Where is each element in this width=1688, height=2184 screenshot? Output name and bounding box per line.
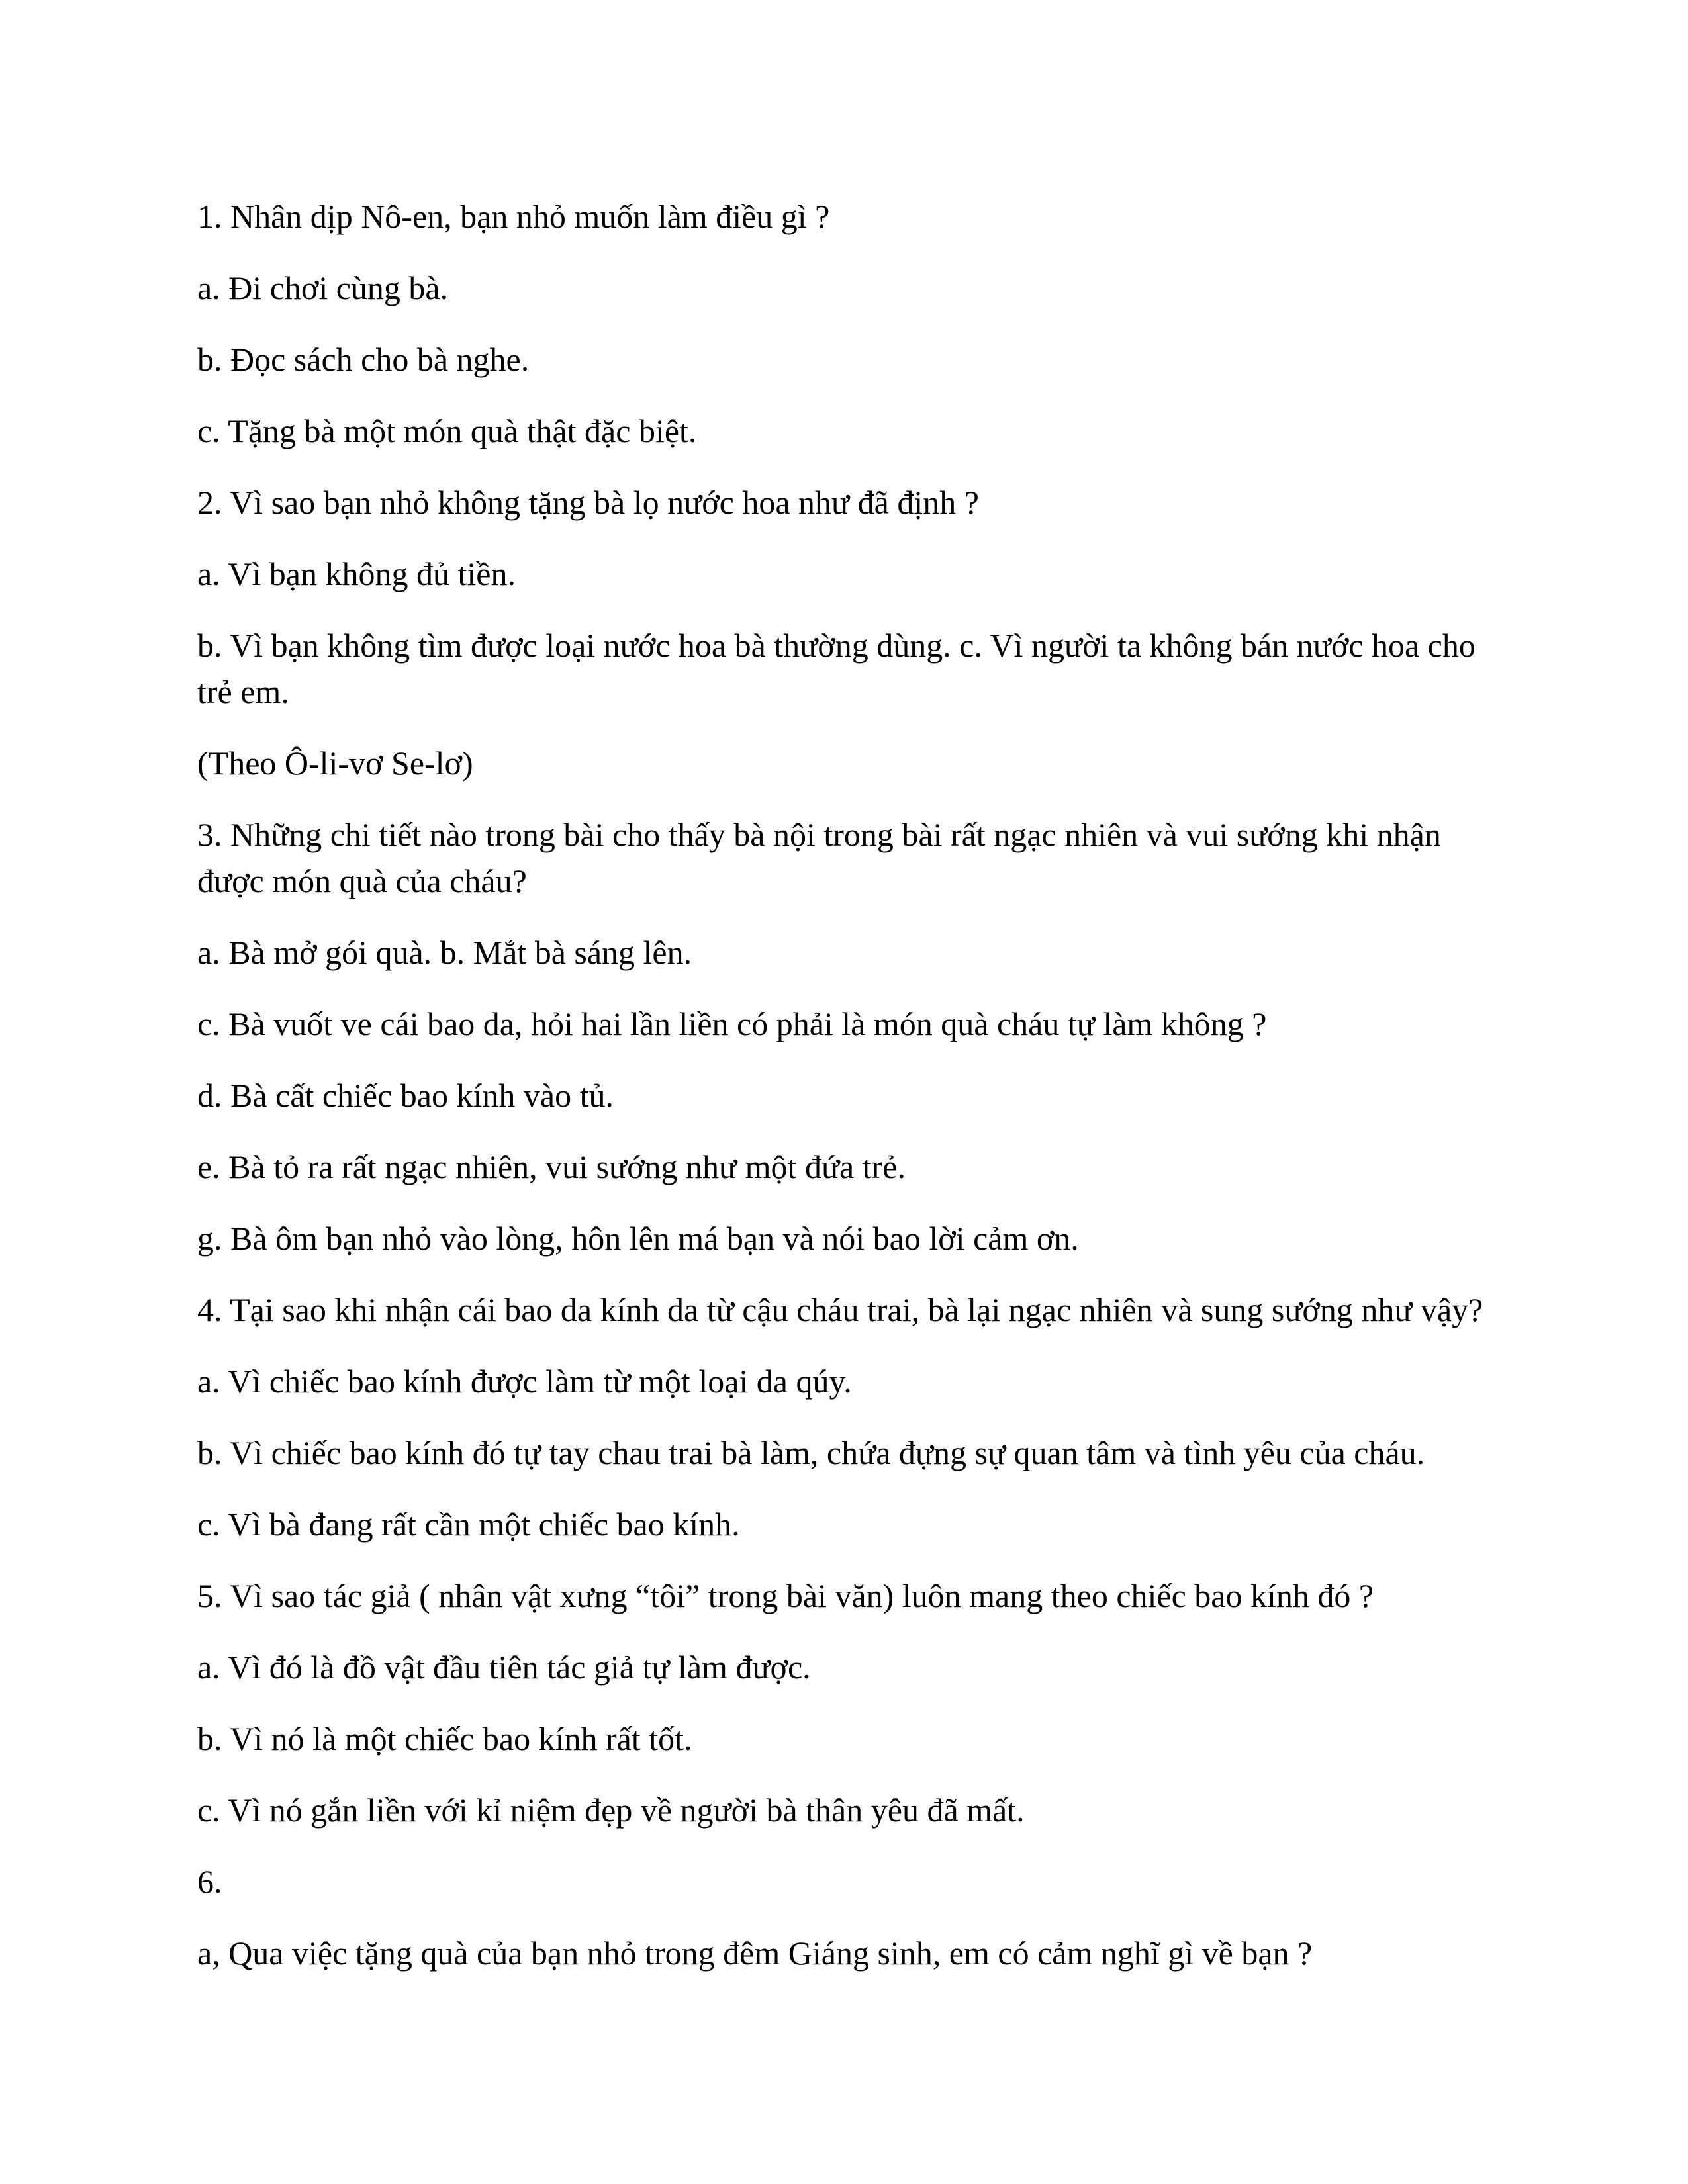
question-3: 3. Những chi tiết nào trong bài cho thấy bà nội trong bài rất ngạc nhiên và vui sướng khi nhận được món quà của cháu? xyxy=(197,816,1441,899)
question-2: 2. Vì sao bạn nhỏ không tặng bà lọ nước hoa như đã định ? xyxy=(197,484,979,521)
source-attribution: (Theo Ô-li-vơ Se-lơ) xyxy=(197,745,473,782)
answer-3g: g. Bà ôm bạn nhỏ vào lòng, hôn lên má bạn và nói bao lời cảm ơn. xyxy=(197,1220,1079,1257)
question-6a: a, Qua việc tặng quà của bạn nhỏ trong đêm Giáng sinh, em có cảm nghĩ gì về bạn ? xyxy=(197,1934,1313,1972)
answer-2a: a. Vì bạn không đủ tiền. xyxy=(197,555,516,592)
answer-3a-3b: a. Bà mở gói quà. b. Mắt bà sáng lên. xyxy=(197,934,692,971)
answer-1a: a. Đi chơi cùng bà. xyxy=(197,269,449,306)
answer-2b-2c: b. Vì bạn không tìm được loại nước hoa bà thường dùng. c. Vì người ta không bán nước hoa cho trẻ em. xyxy=(197,627,1476,710)
answer-5b: b. Vì nó là một chiếc bao kính rất tốt. xyxy=(197,1720,692,1757)
answer-3c: c. Bà vuốt ve cái bao da, hỏi hai lần liền có phải là món quà cháu tự làm không ? xyxy=(197,1005,1267,1042)
answer-3d: d. Bà cất chiếc bao kính vào tủ. xyxy=(197,1077,614,1114)
question-5: 5. Vì sao tác giả ( nhân vật xưng “tôi” trong bài văn) luôn mang theo chiếc bao kính đó ? xyxy=(197,1577,1374,1614)
answer-5c: c. Vì nó gắn liền với kỉ niệm đẹp về người bà thân yêu đã mất. xyxy=(197,1792,1025,1829)
answer-1c: c. Tặng bà một món quà thật đặc biệt. xyxy=(197,412,697,449)
question-1: 1. Nhân dịp Nô-en, bạn nhỏ muốn làm điều gì ? xyxy=(197,198,830,235)
question-6: 6. xyxy=(197,1863,222,1900)
answer-1b: b. Đọc sách cho bà nghe. xyxy=(197,341,530,378)
answer-4a: a. Vì chiếc bao kính được làm từ một loại da qúy. xyxy=(197,1363,852,1400)
document-body xyxy=(197,193,1495,2001)
answer-5a: a. Vì đó là đồ vật đầu tiên tác giả tự làm được. xyxy=(197,1649,811,1686)
answer-4c: c. Vì bà đang rất cần một chiếc bao kính. xyxy=(197,1506,740,1543)
answer-4b: b. Vì chiếc bao kính đó tự tay chau trai bà làm, chứa đựng sự quan tâm và tình yêu của cháu. xyxy=(197,1434,1425,1471)
answer-3e: e. Bà tỏ ra rất ngạc nhiên, vui sướng như một đứa trẻ. xyxy=(197,1148,906,1185)
question-4: 4. Tại sao khi nhận cái bao da kính da từ cậu cháu trai, bà lại ngạc nhiên và sung sướng như vậy? xyxy=(197,1291,1483,1328)
